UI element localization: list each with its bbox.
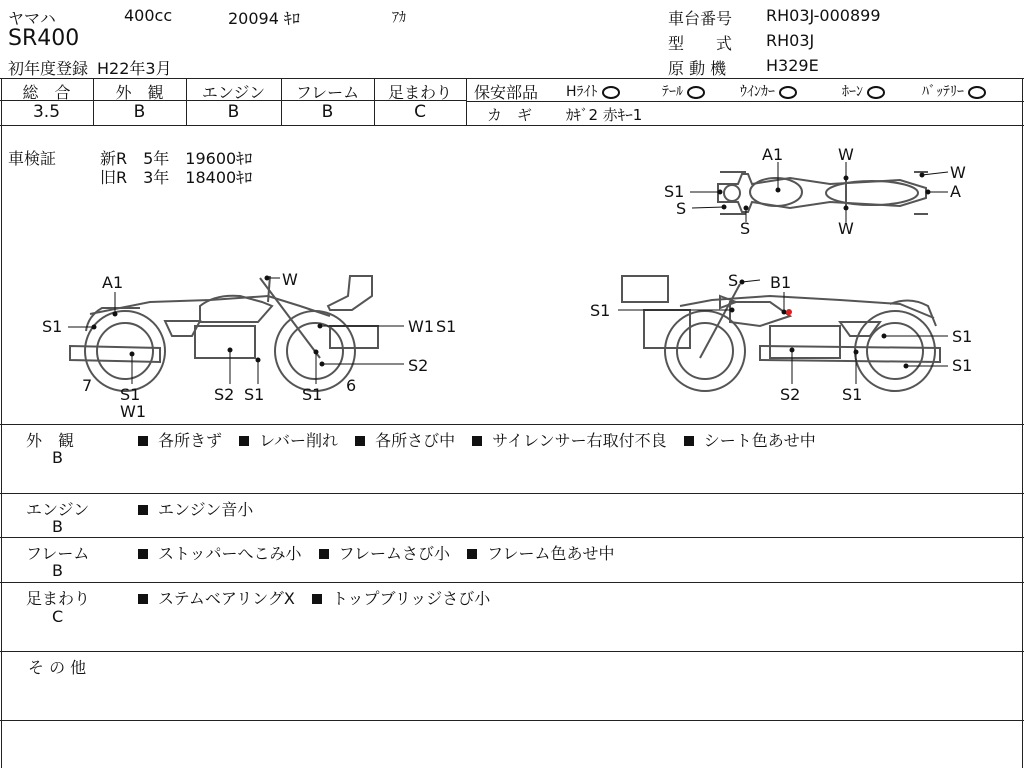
diagram-label: S: [740, 219, 751, 238]
diagram-label: S1: [590, 301, 611, 320]
safety-item-horn: ﾎｰﾝ: [842, 81, 885, 101]
grade-value-exterior: B: [133, 102, 146, 122]
model-name: SR400: [8, 26, 80, 51]
grade-header-engine: エンジン: [201, 83, 266, 102]
section-grade-exterior: B: [52, 448, 63, 467]
grade-value-suspension: C: [414, 102, 426, 122]
engine-no-value: H329E: [766, 56, 819, 75]
first-reg-label: 初年度登録: [8, 59, 89, 78]
type-value: RH03J: [766, 31, 815, 50]
diagram-label: W: [838, 145, 854, 164]
section-items-exterior: 各所きず レバー削れ 各所さび中 サイレンサー右取付不良 シート色あせ中: [138, 428, 828, 451]
diagram-label: S1: [436, 317, 457, 336]
displacement: 400cc: [124, 6, 173, 25]
diagram-label: S: [676, 199, 687, 218]
safety-label: 保安部品: [474, 83, 539, 102]
engine-no-label: 原 動 機: [668, 59, 727, 78]
top-view-sketch: [718, 172, 928, 214]
diagram-label: 6: [346, 376, 357, 395]
motorcycle-diagrams: [0, 126, 1024, 424]
diagram-label: S2: [214, 385, 235, 404]
diagram-label: 7: [82, 376, 93, 395]
diagram-label: S1: [302, 385, 323, 404]
type-label: 型 式: [668, 34, 733, 53]
ok-circle-icon: [968, 86, 986, 99]
diagram-label: A1: [762, 145, 784, 164]
safety-item-tail: ﾃｰﾙ: [662, 81, 705, 101]
diagram-label: A: [950, 182, 961, 201]
frame-no-value: RH03J-000899: [766, 6, 881, 25]
diagram-label: S1: [120, 385, 141, 404]
red-marker: [786, 309, 792, 315]
diagram-label: W: [282, 270, 298, 289]
section-items-engine: エンジン音小: [138, 497, 265, 520]
inspection-old: 旧R 3年 18400ｷﾛ: [100, 168, 253, 187]
diagram-label: S1: [244, 385, 265, 404]
section-grade-frame: B: [52, 561, 63, 580]
diagram-label: W1: [408, 317, 434, 336]
mileage: 20094 ｷﾛ: [228, 9, 300, 28]
diagram-label: A1: [102, 273, 124, 292]
diagram-label: S2: [780, 385, 801, 404]
first-reg-value: H22年3月: [97, 59, 172, 78]
section-grade-engine: B: [52, 517, 63, 536]
diagram-label: W: [838, 219, 854, 238]
diagram-label: S1: [42, 317, 63, 336]
ok-circle-icon: [687, 86, 705, 99]
frame-no-label: 車台番号: [668, 9, 733, 28]
ok-circle-icon: [779, 86, 797, 99]
section-label-suspension: 足まわり: [26, 589, 91, 608]
left-side-sketch: [70, 276, 378, 391]
key-value: ｶｷﾞ2 赤ｷｰ1: [566, 106, 643, 124]
section-label-engine: エンジン: [26, 500, 90, 519]
grade-value-frame: B: [321, 102, 334, 122]
diagram-label: B1: [770, 273, 792, 292]
ok-circle-icon: [602, 86, 620, 99]
safety-item-headlight: Hﾗｲﾄ: [566, 81, 620, 101]
ok-circle-icon: [867, 86, 885, 99]
inspection-label: 車検証: [8, 149, 57, 168]
section-grade-suspension: C: [52, 607, 64, 626]
section-label-frame: フレーム: [26, 544, 90, 563]
diagram-label: S1: [842, 385, 863, 404]
inspection-new: 新R 5年 19600ｷﾛ: [100, 149, 253, 168]
right-side-sketch: [622, 276, 940, 391]
section-label-other: そ の 他: [28, 658, 87, 677]
color: ｱｶ: [392, 10, 406, 26]
grade-value-engine: B: [227, 102, 240, 122]
grade-header-exterior: 外 観: [115, 83, 164, 102]
grade-header-frame: フレーム: [295, 83, 360, 102]
diagram-label: S1: [952, 356, 973, 375]
diagram-label: W: [950, 163, 966, 182]
diagram-label: W1: [120, 402, 146, 421]
section-items-frame: ストッパーへこみ小 フレームさび小 フレーム色あせ中: [138, 541, 626, 564]
safety-item-battery: ﾊﾞｯﾃﾘｰ: [922, 81, 986, 101]
grade-value-total: 3.5: [32, 102, 61, 122]
damage-markers: [92, 173, 931, 369]
grade-header-suspension: 足まわり: [387, 83, 452, 102]
section-items-suspension: ステムベアリングX トップブリッジさび小: [138, 586, 502, 609]
section-label-exterior: 外 観: [26, 431, 75, 450]
grade-header-total: 総 合: [22, 83, 71, 102]
diagram-label: S1: [952, 327, 973, 346]
diagram-label: S1: [664, 182, 685, 201]
diagram-label: S: [728, 271, 739, 290]
maker: ヤマハ: [8, 9, 56, 28]
diagram-label: S2: [408, 356, 429, 375]
key-label: カ ギ: [487, 106, 533, 124]
safety-item-winker: ｳｲﾝｶｰ: [740, 81, 797, 101]
